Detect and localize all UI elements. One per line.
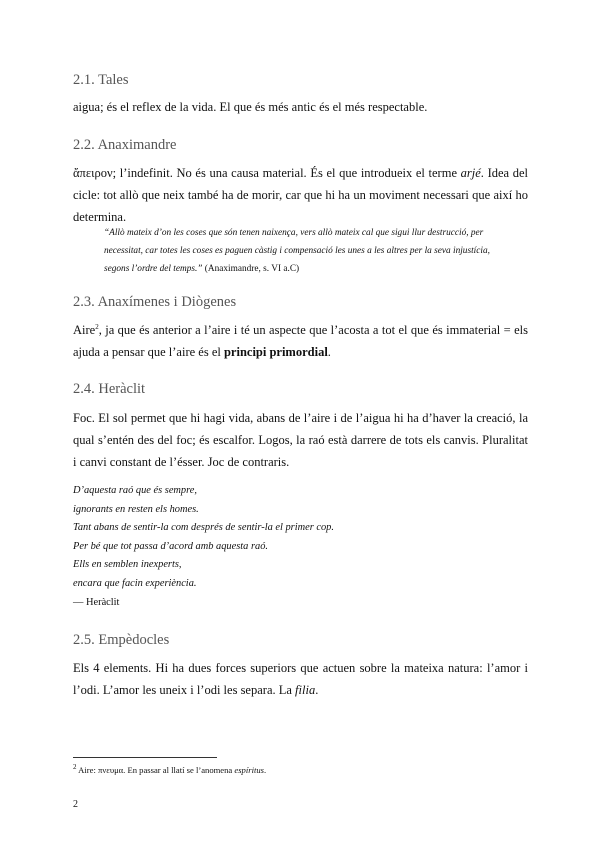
section-body-anaximandre bbox=[73, 162, 528, 228]
quote-source: (Anaximandre, s. VI a.C) bbox=[202, 264, 300, 274]
term-arje: arjé bbox=[460, 166, 481, 180]
poem-line: Ells en semblen inexperts, bbox=[73, 559, 182, 571]
poem-author: — Heràclit bbox=[73, 596, 120, 608]
body-text-start: Aire bbox=[73, 323, 96, 337]
section-heading-empedocles: 2.5. Empèdocles bbox=[73, 632, 170, 648]
body-text-end: . bbox=[327, 345, 331, 359]
section-body-anaximenes bbox=[73, 319, 528, 363]
poem-line: ignorants en resten els homes. bbox=[73, 503, 199, 515]
section-heading-anaximandre: 2.2. Anaximandre bbox=[73, 137, 177, 153]
section-body-empedocles bbox=[73, 657, 528, 701]
poem-line: encara que facin experiència. bbox=[73, 577, 197, 589]
poem-line: Per bé que tot passa d’acord amb aquesta raó. bbox=[73, 540, 268, 552]
poem-heraclit bbox=[73, 482, 334, 612]
principi-primordial: principi primordial bbox=[223, 345, 328, 359]
footnote-text: Aire: πνευμα. En passar al llatí se l’anomena bbox=[76, 765, 235, 775]
footnote bbox=[73, 764, 266, 776]
footnote-ref[interactable]: 2 bbox=[95, 322, 99, 331]
section-body-tales: aigua; és el reflex de la vida. El que és més antic és el més respectable. bbox=[73, 100, 428, 114]
section-heading-heraclit: 2.4. Heràclit bbox=[73, 381, 146, 397]
poem-line: D’aquesta raó que és sempre, bbox=[73, 485, 197, 496]
footnote-number: 2 bbox=[73, 763, 77, 772]
page-number: 2 bbox=[73, 799, 78, 810]
footnote-term: espíritus bbox=[234, 765, 264, 775]
quote-anaximandre bbox=[104, 224, 504, 278]
footnote-divider bbox=[73, 757, 217, 758]
body-text: Els 4 elements. Hi ha dues forces superiors que actuen sobre la mateixa natura: l’amor i l’odi. L’amor les uneix i l’odi les separa. La bbox=[73, 661, 528, 697]
body-text: ἄπειρον; l’indefinit. No és una causa material. És el que introdueix el terme bbox=[73, 166, 461, 180]
body-text-mid: , ja que és anterior a l’aire i té un aspecte que l’acosta a tot el que és immaterial = els ajuda a pensar que l’aire és el bbox=[73, 323, 528, 359]
body-text-tail: . Idea del cicle: tot allò que neix també ha de morir, car que hi ha un moviment necessari que així ho determina. bbox=[73, 166, 529, 224]
section-heading-tales: 2.1. Tales bbox=[73, 72, 129, 88]
body-text-tail: . bbox=[315, 683, 319, 697]
quote-text: “Allò mateix d’on les coses que són tenen naixença, vers allò mateix cal que sigui llur destrucció, per necessitat, car totes les coses es paguen càstig i compensació les unes a les altres per la seva injustícia, segons l’ordre del temps.” bbox=[104, 228, 490, 274]
term-filia: filia bbox=[295, 683, 316, 697]
footnote-tail: . bbox=[264, 765, 267, 775]
section-body-heraclit: Foc. El sol permet que hi hagi vida, abans de l’aire i de l’aigua hi ha d’haver la creació, la qual s’entén des del foc; és escalfor. Logos, la raó està darrere de tots els canvis. Pluralitat i canvi constant de l’ésser. Joc de contraris. bbox=[73, 411, 528, 469]
section-heading-anaximenes: 2.3. Anaxímenes i Diògenes bbox=[73, 294, 237, 310]
poem-line: Tant abans de sentir-la com després de sentir-la el primer cop. bbox=[73, 522, 334, 534]
